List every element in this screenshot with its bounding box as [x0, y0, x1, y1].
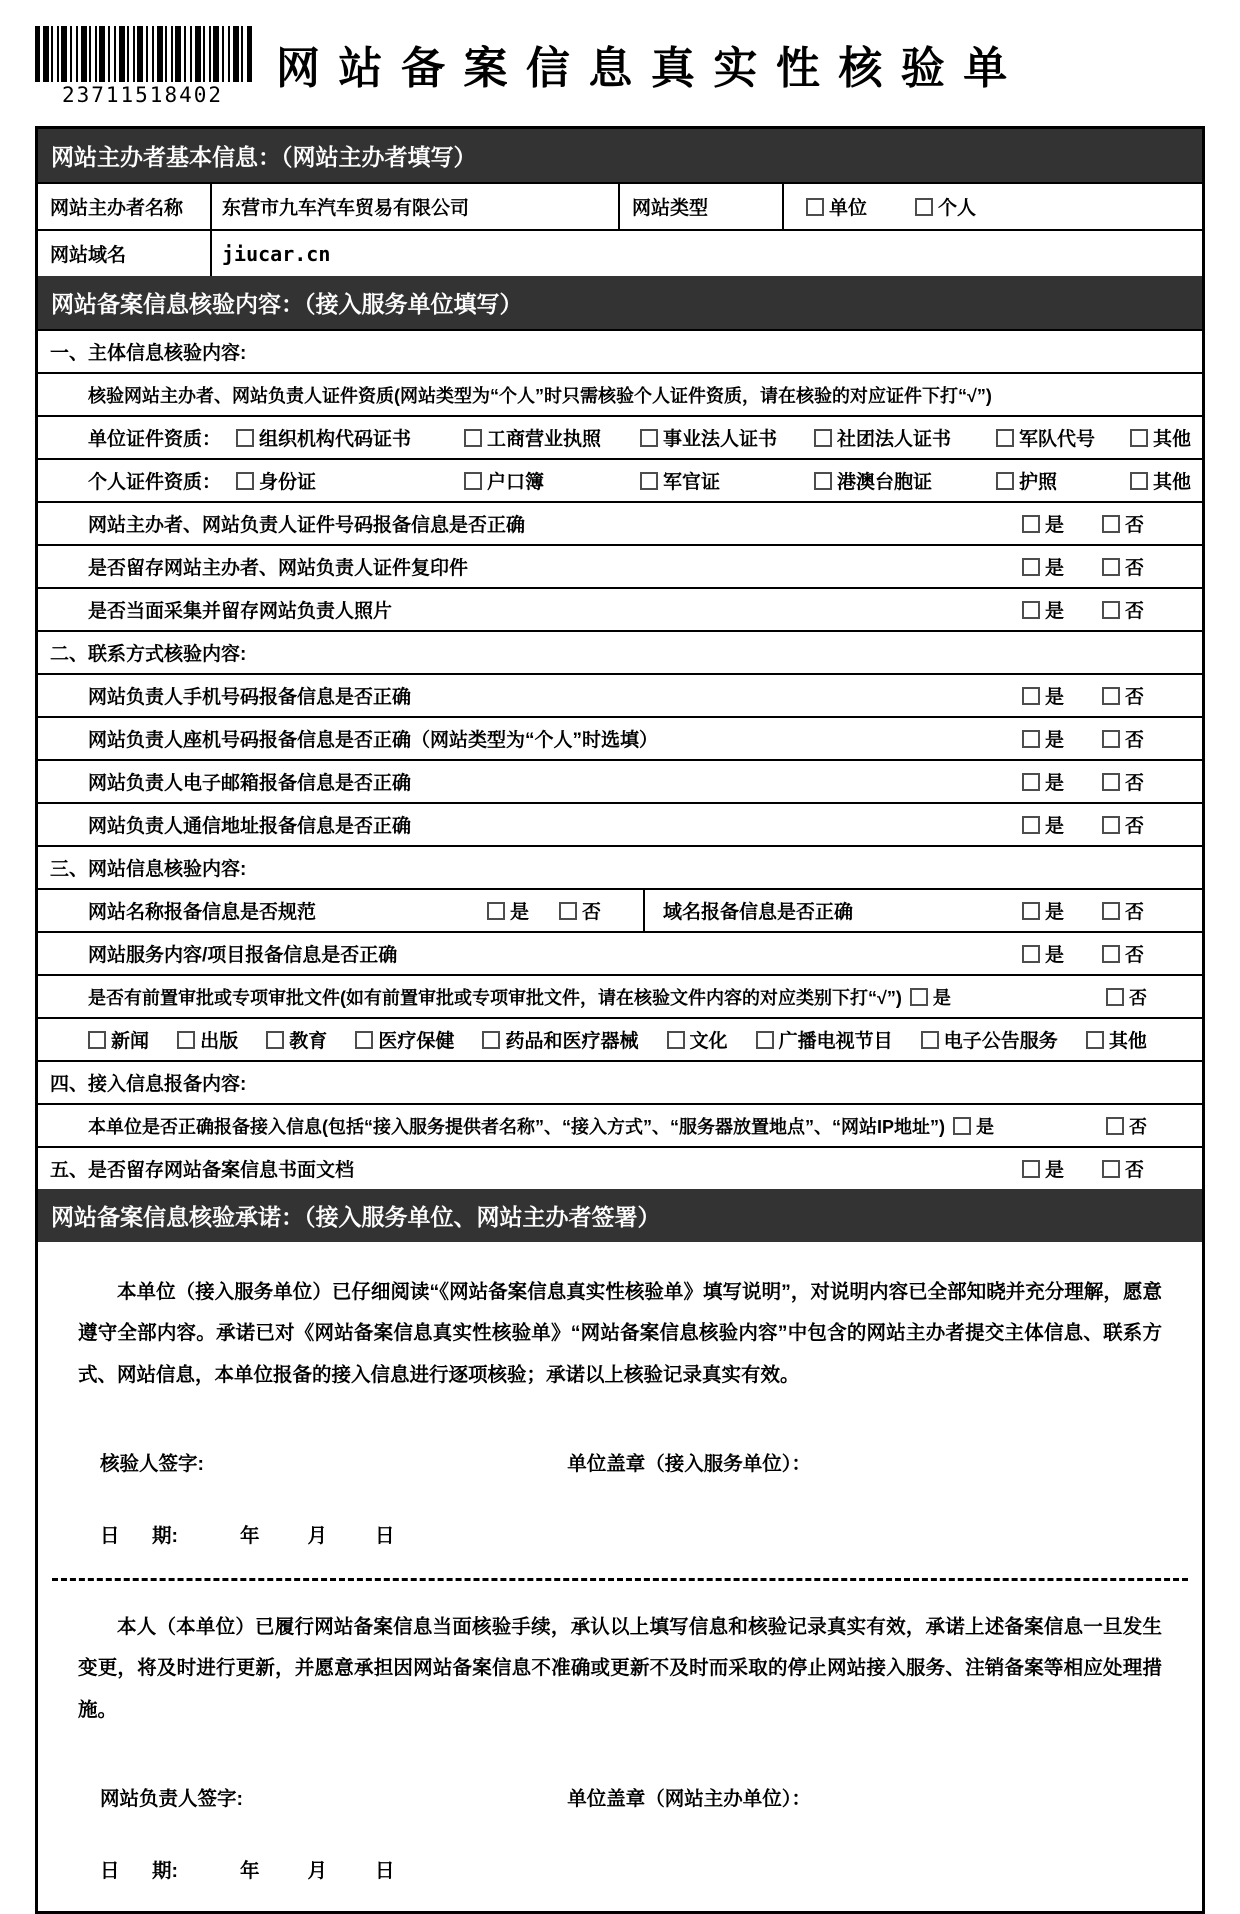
- cert-option: [464, 424, 640, 451]
- cert-option: [236, 424, 464, 451]
- checkbox-no[interactable]: [1106, 1117, 1124, 1135]
- year-label: 年: [240, 1859, 260, 1882]
- checkbox-healthcare[interactable]: [355, 1031, 373, 1049]
- unit-seal-label-2: 单位盖章（网站主办单位）：: [567, 1787, 812, 1810]
- checkbox-yes[interactable]: [1022, 816, 1040, 834]
- signature-row-2: [78, 1783, 1162, 1811]
- cert-option: [236, 467, 464, 494]
- no-option: [1102, 596, 1144, 623]
- day-label: 日: [375, 1859, 395, 1882]
- category-option: [355, 1026, 454, 1053]
- yes-label: 是: [976, 1116, 994, 1137]
- row-part5: [38, 1146, 1202, 1189]
- category-label: 其他: [1108, 1031, 1147, 1052]
- yes-label: 是: [1044, 902, 1064, 923]
- category-label: 药品和医疗器械: [505, 1031, 639, 1052]
- yes-no-group: [953, 1113, 1202, 1139]
- section-commitment-header: 网站备案信息核验承诺：（接入服务单位、网站主办者签署）: [38, 1189, 1202, 1242]
- question-row: [38, 673, 1202, 716]
- commitment-section: [38, 1242, 1202, 1911]
- checkbox-no[interactable]: [1102, 945, 1120, 963]
- no-label: 否: [1124, 902, 1144, 923]
- checkbox-org-code-cert[interactable]: [236, 429, 254, 447]
- month-label: 月: [307, 1859, 328, 1882]
- category-option: [482, 1026, 638, 1053]
- cert-option-label: 军官证: [663, 472, 721, 493]
- yes-no-group: [1022, 811, 1202, 838]
- category-option: [1086, 1026, 1147, 1053]
- checkbox-no[interactable]: [1102, 773, 1120, 791]
- no-option: [1106, 984, 1147, 1010]
- checkbox-yes[interactable]: [1022, 730, 1040, 748]
- no-label: 否: [581, 902, 601, 923]
- question-text: 网站负责人手机号码报备信息是否正确: [88, 687, 412, 708]
- question-text: 网站负责人座机号码报备信息是否正确（网站类型为“个人”时选填）: [88, 730, 659, 751]
- yes-label: 是: [1044, 1160, 1064, 1181]
- document-header: [35, 26, 1205, 126]
- cert-option-label: 其他: [1153, 472, 1192, 493]
- checkbox-yes[interactable]: [1022, 515, 1040, 533]
- question-row: [38, 759, 1202, 802]
- yes-no-group: [1022, 682, 1202, 709]
- category-option: [756, 1026, 893, 1053]
- form-title: 网站备案信息真实性核验单: [276, 44, 1026, 93]
- option-unit: [806, 193, 867, 220]
- checkbox-yes[interactable]: [1022, 1160, 1040, 1178]
- form-table: [35, 126, 1205, 1914]
- personal-cert-label: 个人证件资质：: [88, 472, 222, 493]
- host-name-label: 网站主办者名称: [38, 184, 212, 229]
- category-option: [177, 1026, 238, 1053]
- no-option: [1102, 768, 1144, 795]
- checkbox-no[interactable]: [1106, 988, 1124, 1006]
- yes-label: 是: [1044, 558, 1064, 579]
- checkbox-personal-other[interactable]: [1130, 472, 1148, 490]
- category-label: 电子公告服务: [943, 1031, 1058, 1052]
- yes-option: [1022, 510, 1064, 537]
- yes-no-group: [1022, 510, 1202, 537]
- yes-option: [1022, 811, 1064, 838]
- yes-option: [1022, 1155, 1064, 1182]
- question-text: 本单位是否正确报备接入信息(包括“接入服务提供者名称”、“接入方式”、“服务器放置地点”、“网站IP地址”): [88, 1116, 945, 1137]
- yes-option: [487, 897, 529, 924]
- checkbox-military-officer-cert[interactable]: [640, 472, 658, 490]
- cert-option-label: 事业法人证书: [663, 429, 778, 450]
- yes-label: 是: [1044, 515, 1064, 536]
- commitment-paragraph-2: 本人（本单位）已履行网站备案信息当面核验手续，承认以上填写信息和核验记录真实有效，承诺上述备案信息一旦发生变更，将及时进行更新，并愿意承担因网站备案信息不准确或更新不及时而采取的停止网站接入服务、注销备案等相应处理措施。: [78, 1615, 1162, 1721]
- yes-option: [1022, 596, 1064, 623]
- question-text: 是否留存网站主办者、网站负责人证件复印件: [88, 558, 469, 579]
- yes-option: [1022, 768, 1064, 795]
- no-label: 否: [1124, 601, 1144, 622]
- row-site-name-domain: [38, 888, 1202, 931]
- yes-option: [953, 1113, 994, 1139]
- checkbox-no[interactable]: [1102, 902, 1120, 920]
- option-personal-label: 个人: [938, 198, 977, 219]
- checkbox-yes[interactable]: [1022, 687, 1040, 705]
- no-option: [1102, 725, 1144, 752]
- cert-option-label: 组织机构代码证书: [259, 429, 412, 450]
- checkbox-no[interactable]: [559, 902, 577, 920]
- checkbox-yes[interactable]: [910, 988, 928, 1006]
- question-text: 域名报备信息是否正确: [663, 902, 854, 923]
- no-option: [1102, 510, 1144, 537]
- yes-no-group: [1022, 725, 1202, 752]
- domain-value: jiucar.cn: [222, 241, 331, 266]
- section-verify-header: 网站备案信息核验内容：（接入服务单位填写）: [38, 276, 1202, 329]
- unit-cert-label: 单位证件资质：: [88, 429, 222, 450]
- option-unit-label: 单位: [829, 198, 868, 219]
- category-option: [921, 1026, 1058, 1053]
- checkbox-no[interactable]: [1102, 515, 1120, 533]
- checkbox-id-card[interactable]: [236, 472, 254, 490]
- yes-option: [1022, 940, 1064, 967]
- category-label: 新闻: [111, 1031, 150, 1052]
- no-option: [1102, 811, 1144, 838]
- cert-option: [996, 467, 1130, 494]
- checkbox-yes[interactable]: [1022, 558, 1040, 576]
- checkbox-publishing[interactable]: [177, 1031, 195, 1049]
- yes-no-group: [1022, 553, 1202, 580]
- category-label: 广播电视节目: [778, 1031, 893, 1052]
- yes-no-group: [1022, 897, 1202, 924]
- no-label: 否: [1129, 987, 1147, 1008]
- yes-option: [1022, 725, 1064, 752]
- section-basic-info-header: 网站主办者基本信息：（网站主办者填写）: [38, 129, 1202, 182]
- yes-option: [910, 984, 951, 1010]
- no-label: 否: [1124, 816, 1144, 837]
- yes-label: 是: [1044, 730, 1064, 751]
- part4-heading: 四、接入信息报备内容:: [38, 1060, 1202, 1103]
- question-row: [38, 716, 1202, 759]
- question-text: 网站负责人通信地址报备信息是否正确: [88, 816, 412, 837]
- host-name-value: 东营市九车汽车贸易有限公司: [212, 184, 620, 229]
- no-option: [1102, 940, 1144, 967]
- checkbox-institution-cert[interactable]: [640, 429, 658, 447]
- no-label: 否: [1129, 1116, 1147, 1137]
- checkbox-category-other[interactable]: [1086, 1031, 1104, 1049]
- cert-option-label: 身份证: [259, 472, 317, 493]
- checkbox-bbs-service[interactable]: [921, 1031, 939, 1049]
- checkbox-yes[interactable]: [953, 1117, 971, 1135]
- no-option: [1102, 682, 1144, 709]
- yes-label: 是: [1044, 687, 1064, 708]
- no-label: 否: [1124, 1160, 1144, 1181]
- row-unit-cert: [38, 415, 1202, 458]
- no-option: [1102, 1155, 1144, 1182]
- part1-heading: 一、主体信息核验内容:: [38, 329, 1202, 372]
- row-access-info: [38, 1103, 1202, 1146]
- site-manager-signature-label: 网站负责人签字:: [100, 1787, 243, 1810]
- cert-option-label: 户口簿: [487, 472, 545, 493]
- no-label: 否: [1124, 945, 1144, 966]
- cert-option-label: 其他: [1153, 429, 1192, 450]
- checkbox-culture[interactable]: [667, 1031, 685, 1049]
- barcode-image: [35, 26, 252, 82]
- yes-label: 是: [932, 987, 951, 1008]
- no-option: [559, 897, 601, 924]
- cert-option: [464, 467, 640, 494]
- category-option: [667, 1026, 728, 1053]
- cert-option-label: 工商营业执照: [487, 429, 602, 450]
- year-label: 年: [240, 1524, 260, 1547]
- cert-option-label: 护照: [1019, 472, 1058, 493]
- date-label: 日 期:: [100, 1859, 179, 1882]
- checkbox-no[interactable]: [1102, 730, 1120, 748]
- no-label: 否: [1124, 515, 1144, 536]
- yes-no-group: [1022, 596, 1202, 623]
- cert-option: [1130, 424, 1191, 451]
- cert-option: [814, 424, 996, 451]
- yes-label: 是: [1044, 816, 1064, 837]
- option-personal: [915, 193, 976, 220]
- checkbox-business-license[interactable]: [464, 429, 482, 447]
- site-type-label: 网站类型: [620, 184, 784, 229]
- yes-label: 是: [1044, 773, 1064, 794]
- row-pre-approval: [38, 974, 1202, 1017]
- checkbox-education[interactable]: [266, 1031, 284, 1049]
- dashed-divider: [52, 1578, 1188, 1581]
- barcode-block: [35, 26, 250, 107]
- row-domain: [38, 229, 1202, 276]
- checkbox-no[interactable]: [1102, 601, 1120, 619]
- no-option: [1102, 553, 1144, 580]
- cert-option: [1130, 467, 1191, 494]
- barcode-number: 23711518402: [61, 83, 224, 107]
- cert-option-label: 社团法人证书: [837, 429, 952, 450]
- cert-option-label: 港澳台胞证: [837, 472, 933, 493]
- yes-label: 是: [509, 902, 529, 923]
- question-text: 是否有前置审批或专项审批文件(如有前置审批或专项审批文件，请在核验文件内容的对应类别下打“√”): [88, 987, 902, 1008]
- question-row: [38, 544, 1202, 587]
- site-name-question: [38, 890, 645, 931]
- yes-no-group: [1022, 940, 1202, 967]
- no-label: 否: [1124, 773, 1144, 794]
- yes-no-group: [1022, 768, 1202, 795]
- no-label: 否: [1124, 687, 1144, 708]
- checkbox-no[interactable]: [1102, 558, 1120, 576]
- cert-option-label: 军队代号: [1019, 429, 1096, 450]
- category-label: 文化: [689, 1031, 728, 1052]
- checkbox-yes[interactable]: [1022, 601, 1040, 619]
- question-text: 网站负责人电子邮箱报备信息是否正确: [88, 773, 412, 794]
- checkbox-yes[interactable]: [1022, 945, 1040, 963]
- question-row: [38, 587, 1202, 630]
- checkbox-passport[interactable]: [996, 472, 1014, 490]
- yes-label: 是: [1044, 601, 1064, 622]
- question-text: 网站主办者、网站负责人证件号码报备信息是否正确: [88, 515, 526, 536]
- commitment-paragraph-1: 本单位（接入服务单位）已仔细阅读“《网站备案信息真实性核验单》填写说明”，对说明内容已全部知晓并充分理解，愿意遵守全部内容。承诺已对《网站备案信息真实性核验单》“网站备案信息核验内容”中包含的网站主办者提交主体信息、联系方式、网站信息，本单位报备的接入信息进行逐项核验；承诺以上核验记录真实有效。: [78, 1281, 1162, 1386]
- checkbox-hk-macau-taiwan-cert[interactable]: [814, 472, 832, 490]
- site-type-options: [784, 193, 1202, 220]
- domain-label: 网站域名: [38, 231, 212, 276]
- category-option: [266, 1026, 327, 1053]
- checkbox-pharma-medical[interactable]: [482, 1031, 500, 1049]
- question-row: [38, 501, 1202, 544]
- category-label: 出版: [200, 1031, 239, 1052]
- verifier-signature-label: 核验人签字:: [100, 1452, 204, 1475]
- checkbox-social-org-cert[interactable]: [814, 429, 832, 447]
- yes-no-group: [910, 984, 1202, 1010]
- checkbox-unit-other[interactable]: [1130, 429, 1148, 447]
- checkbox-personal[interactable]: [915, 198, 933, 216]
- signature-row-1: [78, 1448, 1162, 1476]
- domain-question: [645, 897, 1202, 924]
- checkbox-no[interactable]: [1102, 1160, 1120, 1178]
- checkbox-yes[interactable]: [1022, 902, 1040, 920]
- no-option: [1106, 1113, 1147, 1139]
- date-label: 日 期:: [100, 1524, 179, 1547]
- checkbox-news[interactable]: [88, 1031, 106, 1049]
- no-label: 否: [1124, 730, 1144, 751]
- checkbox-yes[interactable]: [1022, 773, 1040, 791]
- category-label: 教育: [289, 1031, 328, 1052]
- question-text: 五、是否留存网站备案信息书面文档: [50, 1160, 355, 1181]
- checkbox-household-register[interactable]: [464, 472, 482, 490]
- cert-option: [640, 467, 814, 494]
- yes-label: 是: [1044, 945, 1064, 966]
- question-text: 网站服务内容/项目报备信息是否正确: [88, 945, 398, 966]
- cert-option: [640, 424, 814, 451]
- day-label: 日: [375, 1524, 395, 1547]
- yes-option: [1022, 553, 1064, 580]
- checkbox-yes[interactable]: [487, 902, 505, 920]
- category-option: [88, 1026, 149, 1053]
- checkbox-military-code[interactable]: [996, 429, 1014, 447]
- cert-option: [996, 424, 1130, 451]
- yes-no-group: [1022, 1155, 1202, 1182]
- no-option: [1102, 897, 1144, 924]
- part2-heading: 二、联系方式核验内容:: [38, 630, 1202, 673]
- month-label: 月: [307, 1524, 328, 1547]
- yes-option: [1022, 682, 1064, 709]
- question-text: 网站名称报备信息是否规范: [88, 902, 317, 923]
- row-approval-categories: [38, 1017, 1202, 1060]
- part1-note: 核验网站主办者、网站负责人证件资质(网站类型为“个人”时只需核验个人证件资质，请在核验的对应证件下打“√”): [38, 372, 1202, 415]
- row-personal-cert: [38, 458, 1202, 501]
- no-label: 否: [1124, 558, 1144, 579]
- date-row-1: [78, 1520, 1162, 1548]
- checkbox-no[interactable]: [1102, 816, 1120, 834]
- row-host-name: [38, 182, 1202, 229]
- checkbox-no[interactable]: [1102, 687, 1120, 705]
- question-row: [38, 931, 1202, 974]
- question-row: [38, 802, 1202, 845]
- category-label: 医疗保健: [378, 1031, 455, 1052]
- part3-heading: 三、网站信息核验内容:: [38, 845, 1202, 888]
- question-text: 是否当面采集并留存网站负责人照片: [88, 601, 393, 622]
- checkbox-broadcast-tv[interactable]: [756, 1031, 774, 1049]
- yes-option: [1022, 897, 1064, 924]
- cert-option: [814, 467, 996, 494]
- yes-no-group: [487, 897, 643, 924]
- unit-seal-label-1: 单位盖章（接入服务单位）：: [567, 1452, 812, 1475]
- date-row-2: [78, 1855, 1162, 1883]
- checkbox-unit[interactable]: [806, 198, 824, 216]
